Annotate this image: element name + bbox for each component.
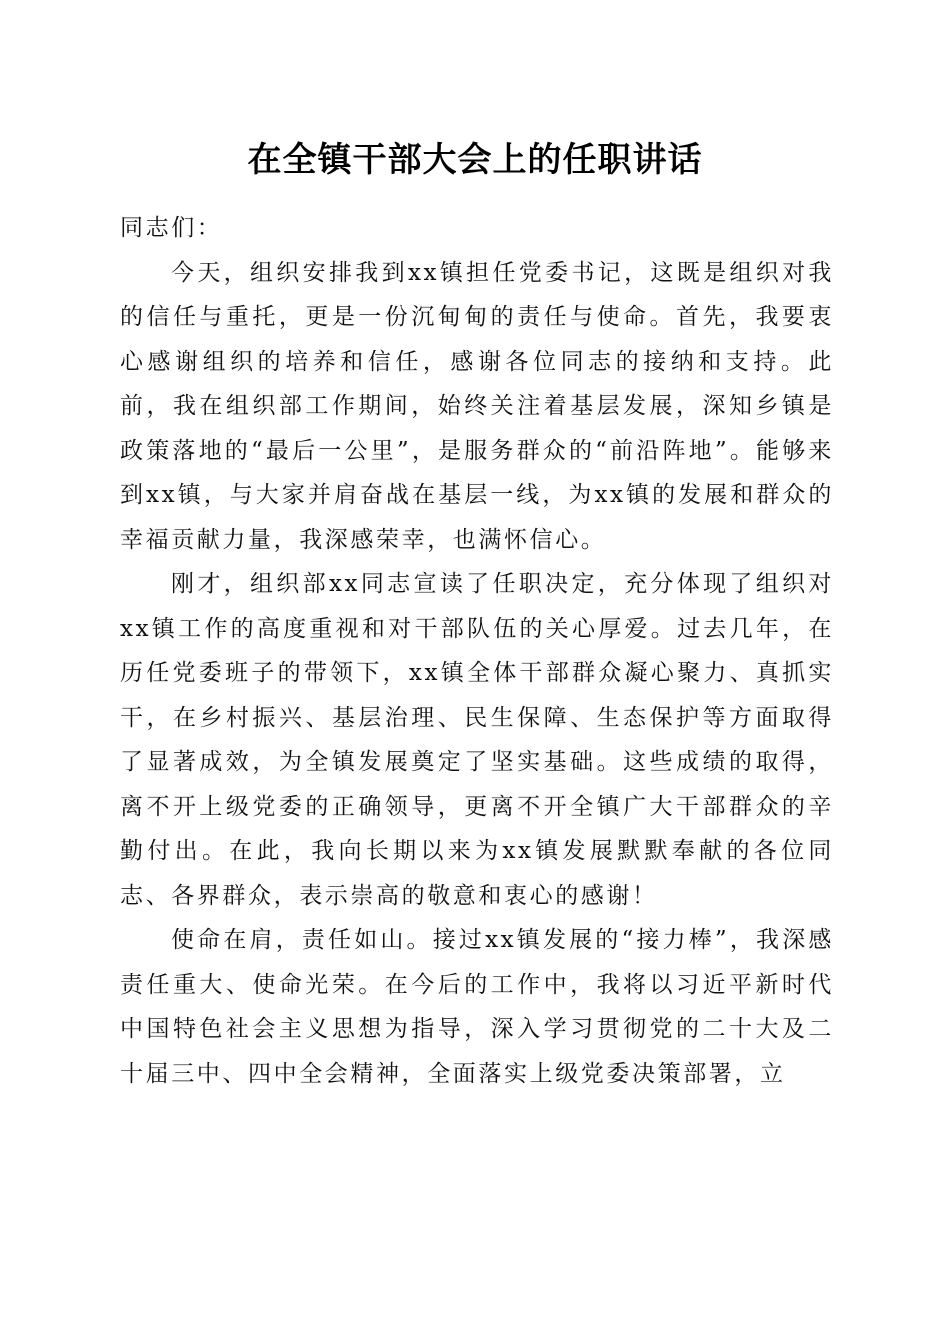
paragraph-2: 刚才，组织部xx同志宣读了任职决定，充分体现了组织对xx镇工作的高度重视和对干部队伍的关心厚爱。过去几年，在历任党委班子的带领下，xx镇全体干部群众凝心聚力、真抓实干，在乡村振兴、基层治理、民生保障、生态保护等方面取得了显著成效，为全镇发展奠定了坚实基础。这些成绩的取得，离不开上级党委的正确领导，更离不开全镇广大干部群众的辛勤付出。在此，我向长期以来为xx镇发展默默奉献的各位同志、各界群众，表示崇高的敬意和衷心的感谢！: [120, 571, 834, 909]
paragraph-3: 使命在肩，责任如山。接过xx镇发展的“接力棒”，我深感责任重大、使命光荣。在今后的工作中，我将以习近平新时代中国特色社会主义思想为指导，深入学习贯彻党的二十大及二十届三中、四中全会精神，全面落实上级党委决策部署，立: [120, 927, 834, 1087]
document-title: 在全镇干部大会上的任职讲话: [247, 140, 703, 180]
paragraph-1: 今天，组织安排我到xx镇担任党委书记，这既是组织对我的信任与重托，更是一份沉甸甸的责任与使命。首先，我要衷心感谢组织的培养和信任，感谢各位同志的接纳和支持。此前，我在组织部工作期间，始终关注着基层发展，深知乡镇是政策落地的“最后一公里”，是服务群众的“前沿阵地”。能够来到xx镇，与大家并肩奋战在基层一线，为xx镇的发展和群众的幸福贡献力量，我深感荣幸，也满怀信心。: [120, 259, 834, 553]
document-body: [120, 206, 834, 1096]
salutation: 同志们：: [120, 215, 223, 241]
